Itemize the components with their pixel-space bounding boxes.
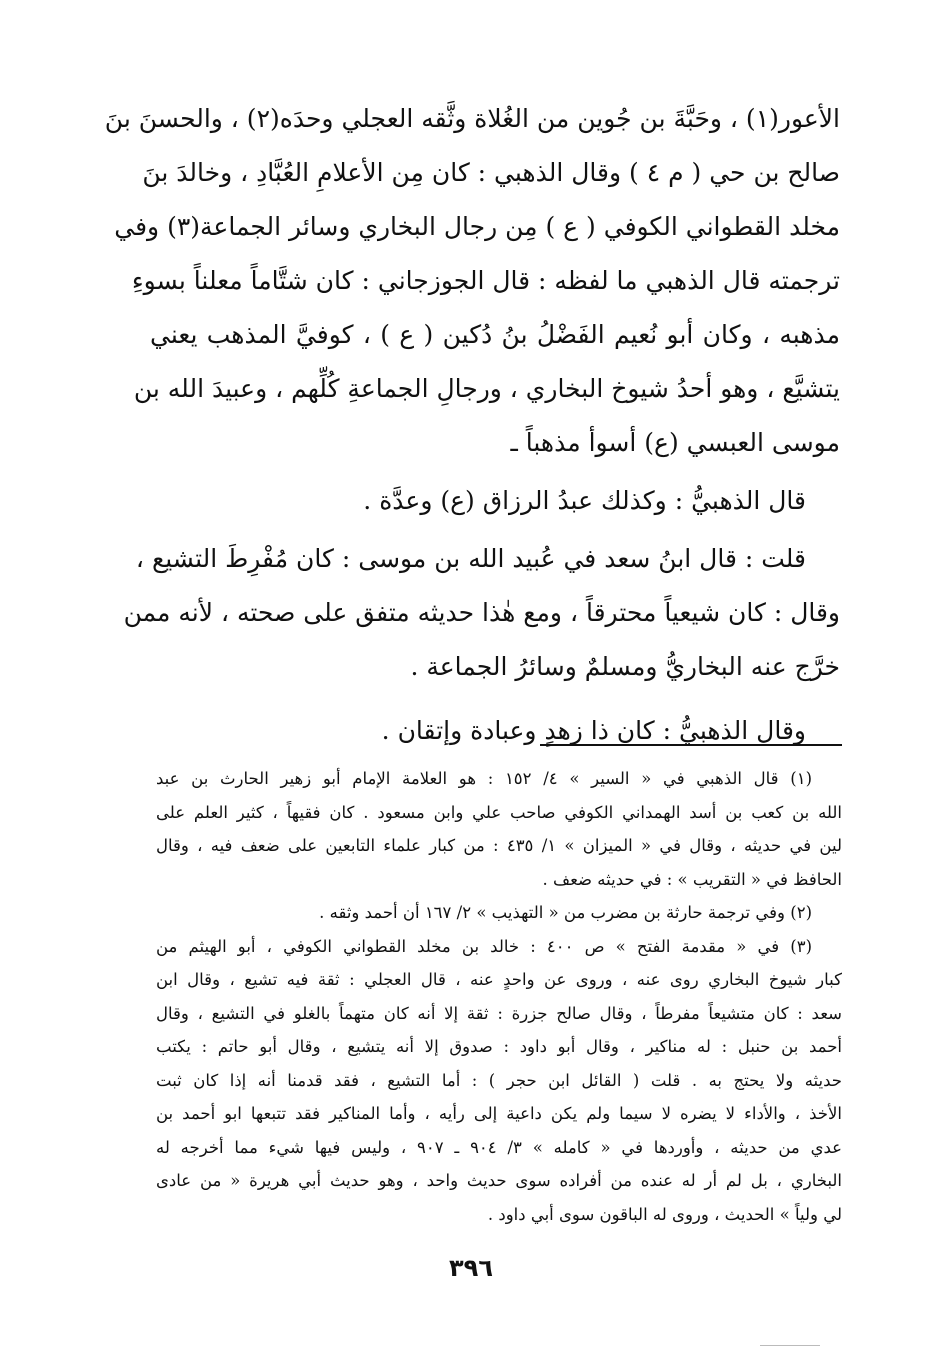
text-line: قلت : قال ابنُ سعد في عُبيد الله بن موسى : كان مُفْرِطَ التشيع ،	[135, 544, 806, 573]
text-line: خرَّج عنه البخاريُّ ومسلمٌ وسائرُ الجماعة .	[410, 652, 840, 681]
scan-artifact-line	[760, 1345, 820, 1346]
footnote-line: (١) قال الذهبي في « السير » ٤/ ١٥٢ : هو العلامة الإمام أبو زهير الحارث بن عبد	[156, 769, 812, 788]
text-line: موسى العبسي (ع) أسوأ مذهباً ـ	[510, 428, 840, 457]
footnote-line: (٢) وفي ترجمة حارثة بن مضرب من « التهذيب » ٢/ ١٦٧ أن أحمد وثقه .	[319, 903, 812, 922]
footnote-line: لين في حديثه ، وقال في « الميزان » ١/ ٤٣٥ : من كبار علماء التابعين على ضعف فيه ، وقال	[156, 836, 842, 855]
text-line: مخلد القطواني الكوفي ( ع ) مِن رجال البخاري وسائر الجماعة(٣) وفي	[114, 212, 840, 241]
text-line: وقال : كان شيعياً محترقاً ، ومع هٰذا حديثه متفق على صحته ، لأنه ممن	[123, 598, 840, 627]
text-line: وقال الذهبيُّ : كان ذا زهدٍ وعبادة وإتقان .	[381, 716, 806, 745]
footnote-line: الله بن كعب بن أسد الهمداني الكوفي صاحب علي وابن مسعود . كان فقيهاً ، كثير العلم على	[156, 802, 842, 822]
paragraph-4	[150, 704, 840, 758]
text-line: صالح بن حي ( م ٤ ) وقال الذهبي : كان مِن الأعلامِ العُبَّادِ ، وخالدَ بنَ	[142, 158, 840, 187]
footnote-line: حديثه ولا يحتج به . قلت ( القائل ابن حجر ) : أما التشيع ، فقد قدمنا أنه إذا كان ثبت	[156, 1070, 842, 1090]
paragraph-1	[104, 92, 840, 470]
text-line: قال الذهبيُّ : وكذلك عبدُ الرزاق (ع) وعدَّة .	[363, 486, 806, 515]
footnote-line: سعد : كان متشيعاً مفرطاً ، وقال صالح جزرة : ثقة إلا أنه كان متهماً بالغلو في التشيع ، وقال	[156, 1003, 842, 1023]
paragraph-2	[150, 474, 840, 528]
footnote-line: لي ولياً » الحديث ، وروى له الباقون سوى أبي داود .	[487, 1204, 842, 1224]
footnote-line: عدي من حديثه ، وأوردها في « كامله » ٣/ ٩٠٤ ـ ٩٠٧ ، وليس فيها شيء مما أخرجه له	[156, 1137, 842, 1157]
footnote-line: (٣) في « مقدمة الفتح » ص ٤٠٠ : خالد بن مخلد القطواني الكوفي ، أبو الهيثم من	[156, 936, 812, 956]
main-text	[104, 92, 840, 758]
page-number: ٣٩٦	[449, 1254, 493, 1282]
text-line: يتشيَّع ، وهو أحدُ شيوخ البخاري ، ورجالِ الجماعةِ كُلِّهم ، وعبيدَ الله بن	[133, 374, 840, 403]
footnote-line: الأخذ ، والأداء لا يضره لا سيما ولم يكن داعية إلى رأيه ، وأما المناكير فقد تتبعها ابو أحمد بن	[156, 1104, 842, 1123]
text-line: مذهبه ، وكان أبو نُعيم الفَضْلُ بنُ دُكين ( ع ) ، كوفيَّ المذهب يعني	[150, 320, 840, 349]
footnote-line: البخاري ، بل لم أر له عنده من أفراده سوى حديث واحد ، وهو حديث أبي هريرة « من عادى	[156, 1171, 842, 1190]
footnote-line: كبار شيوخ البخاري روى عنه ، وروى عن واحدٍ عنه ، قال العجلي : ثقة فيه تشيع ، وقال ابن	[156, 970, 842, 989]
paragraph-3	[123, 532, 840, 694]
footnote-line: الحافظ في « التقريب » : في حديثه ضعف .	[542, 869, 842, 889]
footnote-line: أحمد بن حنبل : له مناكير ، وقال أبو داود : صدوق إلا أنه يتشيع ، وقال أبو حاتم : يكتب	[156, 1037, 842, 1056]
text-line: ترجمته قال الذهبي ما لفظه : قال الجوزجاني : كان شتَّاماً معلناً بسوءِ	[131, 266, 840, 295]
footnote-2	[156, 896, 842, 930]
footnote-separator	[540, 744, 842, 746]
text-line: الأعور(١) ، وحَبَّةَ بن جُوين من الغُلاة وثَّقه العجلي وحدَه(٢) ، والحسنَ بنَ	[104, 104, 840, 133]
footnote-1	[156, 762, 842, 896]
footnotes	[156, 762, 842, 1231]
footnote-3	[156, 930, 842, 1232]
